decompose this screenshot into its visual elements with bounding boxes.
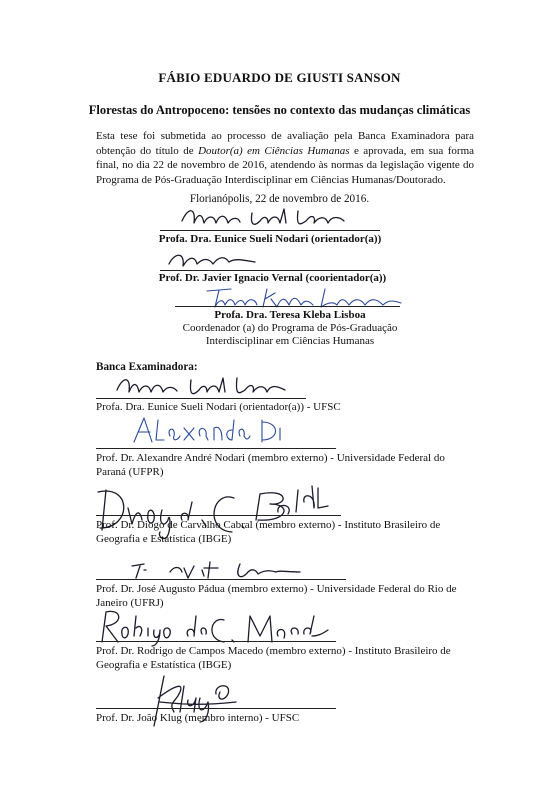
signatory-coordenador: Profa. Dra. Teresa Kleba Lisboa [214,309,366,321]
degree-title: Doutor(a) em Ciências Humanas [198,144,350,157]
banca-member-6: Prof. Dr. João Klug (membro interno) - UFSC [96,712,300,724]
signature-line [160,230,380,231]
banca-member-4-line1: Prof. Dr. José Augusto Pádua (membro externo) - Universidade Federal do Rio de [96,583,457,595]
approval-paragraph [96,129,474,187]
signature-line [96,579,346,580]
signature-line [96,641,336,642]
approval-text-start: Esta tese foi submetida ao processo de avaliação pela Banca Examinadora para obtenção do título de [96,130,474,157]
signature-line [175,306,400,307]
signature-line [96,708,336,709]
signature-alexandre [130,414,290,451]
place-date: Florianópolis, 22 de novembro de 2016. [189,193,370,205]
signature-line [96,515,341,516]
banca-member-3-line2: Geografia e Estatística (IBGE) [96,533,232,545]
banca-member-5-line2: Geografia e Estatística (IBGE) [96,659,232,671]
banca-member-1: Profa. Dra. Eunice Sueli Nodari (orientador(a)) - UFSC [96,401,341,413]
signatory-coorientador: Prof. Dr. Javier Ignacio Vernal (coorientador(a)) [158,272,387,284]
approval-text-end: e aprovada, em sua forma final, no dia 22 de novembro de 2016, atendendo às normas da legislação vigente do Programa de Pós-Graduação Interdisciplinar em Ciências Humanas/Doutorado. [96,144,475,186]
signature-line [96,448,336,449]
coordenador-role: Coordenador (a) do Programa de Pós-Graduação [182,322,398,334]
signature-line [160,270,380,271]
signatory-orientador: Profa. Dra. Eunice Sueli Nodari (orientador(a)) [158,233,382,245]
thesis-title: Florestas do Antropoceno: tensões no contexto das mudanças climáticas [88,103,471,117]
banca-heading: Banca Examinadora: [96,361,198,373]
signature-line [96,398,306,399]
banca-member-2-line1: Prof. Dr. Alexandre André Nodari (membro externo) - Universidade Federal do [96,452,445,464]
banca-member-3-line1: Prof. Dr. Diogo de Carvalho Cabral (membro externo) - Instituto Brasileiro de [96,519,441,531]
coordenador-program: Interdisciplinar em Ciências Humanas [205,335,375,347]
banca-member-2-line2: Paraná (UFPR) [96,466,164,478]
author-name: FÁBIO EDUARDO DE GIUSTI SANSON [158,70,401,85]
banca-member-5-line1: Prof. Dr. Rodrigo de Campos Macedo (membro externo) - Instituto Brasileiro de [96,645,451,657]
banca-member-4-line2: Janeiro (UFRJ) [96,597,164,609]
